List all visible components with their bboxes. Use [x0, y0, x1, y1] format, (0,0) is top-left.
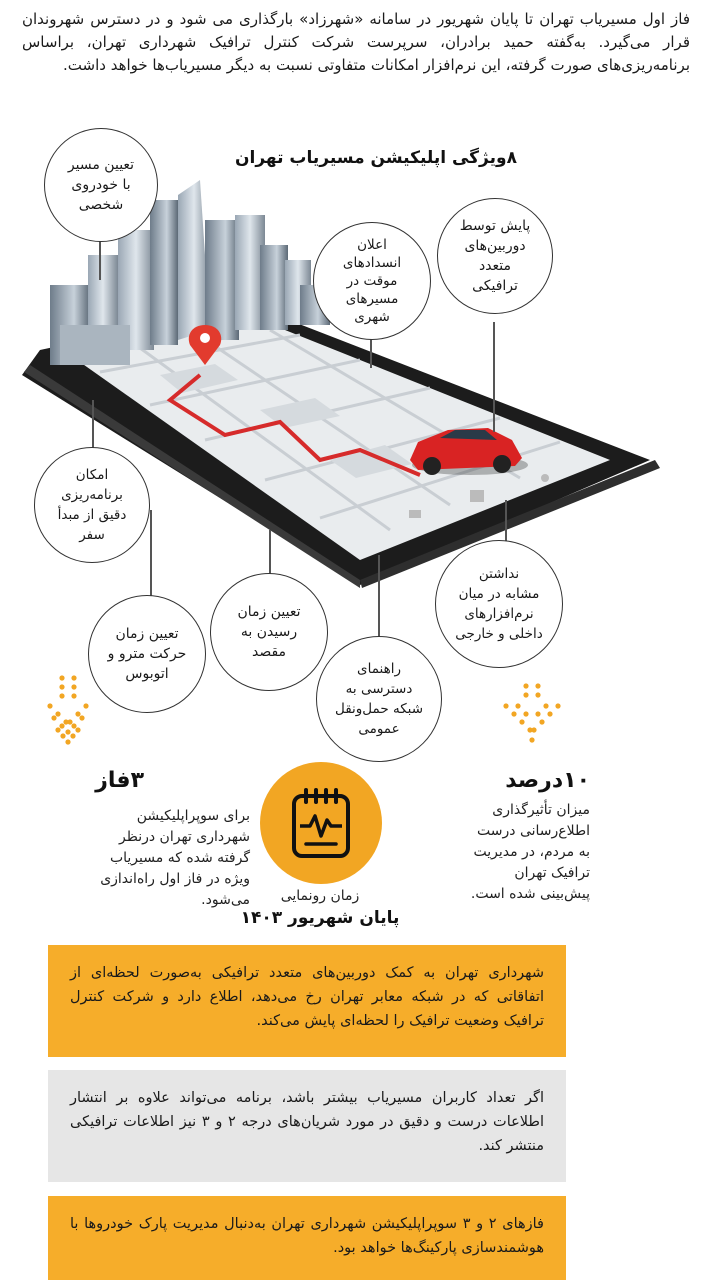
- phases-stat-body: برای سوپراپلیکیشن شهرداری تهران درنظر گرفته شده که مسیریاب ویژه در فاز اول راه‌اندازی می‌شود.: [100, 808, 250, 908]
- percent-stat-title: ۱۰درصد: [505, 768, 590, 793]
- intro-paragraph: فاز اول مسیریاب تهران تا پایان شهریور در سامانه «شهرزاد» بارگذاری می شود و در دسترس شهروندان قرار می‌گیرد. به‌گفته حمید برادران، سرپرست شرکت کنترل ترافیک شهرداری تهران، براساس برنامه‌ریزی‌های صورت گرفته، این نرم‌افزار امکانات متفاوتی نسبت به دیگر مسیریاب‌ها خواهد داشت.: [22, 10, 690, 74]
- release-value: پایان شهریور ۱۴۰۳: [240, 908, 400, 928]
- leader-line: [370, 338, 372, 368]
- info-box-camera-monitoring: شهرداری تهران به کمک دوربین‌های متعدد ترافیکی به‌صورت لحظه‌ای از اتفاقاتی که در شبکه معابر تهران رخ می‌دهد، اطلاع دارد و شرکت کنترل ترافیک وضعیت ترافیک را لحظه‌ای پایش می‌کند.: [48, 945, 566, 1057]
- info-box-user-count: اگر تعداد کاربران مسیریاب بیشتر باشد، برنامه می‌تواند علاوه بر انتشار اطلاعات درست و دقیق در مورد شریان‌های درجه ۲ و ۳ نیز اطلاعات ترافیکی منتشر کند.: [48, 1070, 566, 1182]
- leader-line: [378, 555, 380, 645]
- feature-bubble-arrival-time: تعیین زمان رسیدن به مقصد: [210, 573, 328, 691]
- leader-line: [493, 322, 495, 432]
- feature-bubble-temporary-closures: اعلان انسدادهای موقت در مسیرهای شهری: [313, 222, 431, 340]
- feature-bubble-no-equivalent: نداشتن مشابه در میان نرم‌افزارهای داخلی و خارجی: [435, 540, 563, 668]
- feature-bubble-camera-monitoring: پایش توسط دوربین‌های متعدد ترافیکی: [437, 198, 553, 314]
- features-title: ۸ویژگی اپلیکیشن مسیریاب تهران: [235, 148, 517, 168]
- feature-bubble-personal-route: تعیین مسیر با خودروی شخصی: [44, 128, 158, 242]
- release-icon-circle: [260, 762, 382, 884]
- feature-bubble-metro-bus-times: تعیین زمان حرکت مترو و اتوبوس: [88, 595, 206, 713]
- phases-stat-title: ۳فاز: [95, 768, 144, 793]
- feature-bubble-trip-planning: امکان برنامه‌ریزی دقیق از مبدأ سفر: [34, 447, 150, 563]
- down-arrow-icon: [500, 680, 564, 750]
- release-label: زمان رونمایی: [280, 888, 360, 904]
- notepad-pulse-icon: [286, 786, 356, 860]
- info-box-parking: فازهای ۲ و ۳ سوپراپلیکیشن شهرداری تهران به‌دنبال مدیریت پارک خودروها با هوشمندسازی پارکینگ‌ها خواهد بود.: [48, 1196, 566, 1280]
- down-arrow-icon: [46, 672, 90, 760]
- feature-bubble-public-transport: راهنمای دسترسی به شبکه حمل‌ونقل عمومی: [316, 636, 442, 762]
- percent-stat-body: میزان تأثیرگذاری اطلاع‌رسانی درست به مردم، در مدیریت ترافیک تهران پیش‌بینی شده است.: [470, 802, 590, 902]
